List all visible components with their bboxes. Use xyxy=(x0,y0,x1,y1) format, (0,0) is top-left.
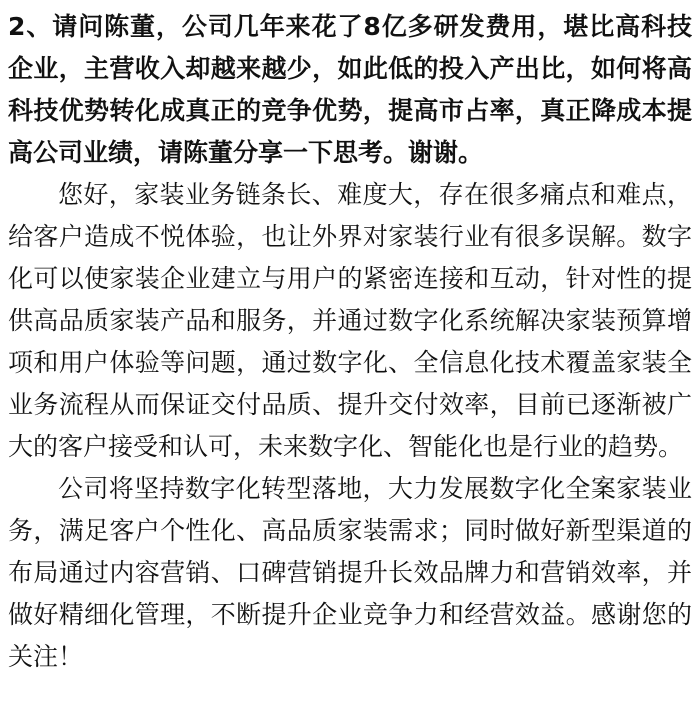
qa-document xyxy=(8,6,692,678)
question-text: 2、请问陈董，公司几年来花了8亿多研发费用，堪比高科技企业，主营收入却越来越少，如此低的投入产出比，如何将高科技优势转化成真正的竞争优势，提高市占率，真正降成本提高公司业绩，请陈董分享一下思考。谢谢。 xyxy=(8,12,692,167)
answer-paragraph-2: 公司将坚持数字化转型落地，大力发展数字化全案家装业务，满足客户个性化、高品质家装需求；同时做好新型渠道的布局通过内容营销、口碑营销提升长效品牌力和营销效率，并做好精细化管理，不断提升企业竞争力和经营效益。感谢您的关注！ xyxy=(8,474,692,671)
answer-paragraph-1: 您好，家装业务链条长、难度大，存在很多痛点和难点，给客户造成不悦体验，也让外界对家装行业有很多误解。数字化可以使家装企业建立与用户的紧密连接和互动，针对性的提供高品质家装产品和服务，并通过数字化系统解决家装预算增项和用户体验等问题，通过数字化、全信息化技术覆盖家装全业务流程从而保证交付品质、提升交付效率，目前已逐渐被广大的客户接受和认可，未来数字化、智能化也是行业的趋势。 xyxy=(8,180,692,461)
